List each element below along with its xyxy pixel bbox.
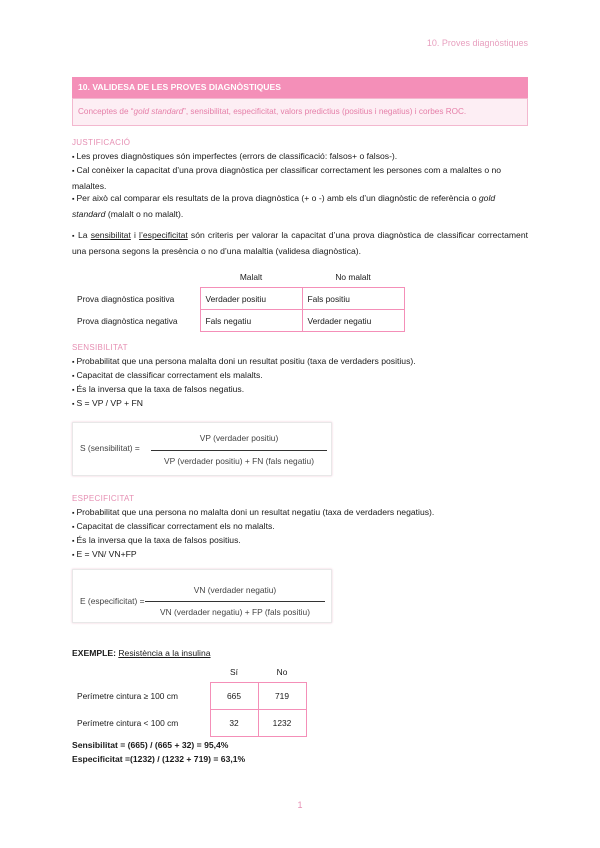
table-cell: Fals positiu	[302, 288, 404, 310]
section-title: 10. VALIDESA DE LES PROVES DIAGNÒSTIQUES	[72, 77, 528, 98]
justificacio-heading: JUSTIFICACIÓ	[72, 138, 131, 147]
fraction-bar	[145, 601, 325, 602]
especificitat-bullet-4: ▪ E = VN/ VN+FP	[72, 547, 528, 563]
formula-numerator: VN (verdader negatiu)	[193, 585, 277, 595]
justificacio-bullet-2: ▪ Cal conèixer la capacitat d’una prova diagnòstica per classificar correctament les persones com a malaltes o no malaltes.	[72, 163, 528, 193]
table-cell: Verdader negatiu	[302, 310, 404, 332]
contingency-table	[72, 266, 405, 332]
especificitat-formula	[72, 569, 332, 623]
especificitat-heading: ESPECIFICITAT	[72, 494, 135, 503]
section-subtitle: Conceptes de “gold standard”, sensibilitat, especificitat, valors predictius (positius i negatius) i corbes ROC.	[72, 98, 528, 126]
table-cell: Verdader positiu	[200, 288, 302, 310]
row-label: Prova diagnòstica positiva	[77, 293, 175, 304]
sensibilitat-bullet-4: ▪ S = VP / VP + FN	[72, 396, 528, 412]
sensibilitat-bullet-2: ▪ Capacitat de classificar correctament els malalts.	[72, 368, 528, 384]
page-number: 1	[297, 800, 303, 810]
row-label: Perímetre cintura ≥ 100 cm	[77, 691, 178, 701]
col-header: No malalt	[335, 271, 371, 282]
especificitat-bullet-3: ▪ És la inversa que la taxa de falsos positius.	[72, 533, 528, 549]
sensibilitat-bullet-3: ▪ És la inversa que la taxa de falsos negatius.	[72, 382, 528, 398]
justificacio-paragraph: ▪ La sensibilitat i l’especificitat són criteris per valorar la capacitat d’una prova diagnòstica de classificar correctament una persona segons la presència o no d’una malaltia (validesa diagnòstica).	[72, 228, 528, 258]
row-label: Prova diagnòstica negativa	[77, 315, 178, 326]
fraction-bar	[151, 450, 327, 451]
col-header: Sí	[230, 666, 238, 677]
formula-numerator: VP (verdader positiu)	[199, 433, 279, 443]
especificitat-bullet-2: ▪ Capacitat de classificar correctament els no malalts.	[72, 519, 528, 535]
formula-label: E (especificitat) =	[80, 596, 145, 606]
table-cell: 1232	[258, 710, 306, 737]
running-header: 10. Proves diagnòstiques	[426, 38, 528, 48]
example-title: EXEMPLE: Resistència a la insulina	[72, 648, 211, 658]
row-label: Perímetre cintura < 100 cm	[77, 718, 179, 728]
col-header: No	[276, 666, 288, 677]
formula-label: S (sensibilitat) =	[80, 443, 140, 453]
table-cell: 32	[210, 710, 258, 737]
example-result-sensibilitat: Sensibilitat = (665) / (665 + 32) = 95,4%	[72, 740, 229, 750]
justificacio-bullet-3: ▪ Per això cal comparar els resultats de la prova diagnòstica (+ o -) amb els d’un diagnòstic de referència o gold standard (malalt o no malalt).	[72, 191, 528, 221]
table-cell: 665	[210, 683, 258, 710]
col-header: Malalt	[239, 271, 263, 282]
formula-denominator: VN (verdader negatiu) + FP (fals positiu)	[160, 607, 310, 617]
especificitat-bullet-1: ▪ Probabilitat que una persona no malalta doni un resultat negatiu (taxa de verdaders negatius).	[72, 505, 528, 521]
table-cell: 719	[258, 683, 306, 710]
table-cell: Fals negatiu	[200, 310, 302, 332]
example-result-especificitat: Especificitat =(1232) / (1232 + 719) = 63,1%	[72, 754, 246, 764]
sensibilitat-formula	[72, 422, 332, 476]
example-table	[72, 661, 307, 737]
sensibilitat-heading: SENSIBILITAT	[72, 343, 128, 352]
formula-denominator: VP (verdader positiu) + FN (fals negatiu)	[164, 456, 314, 466]
justificacio-bullet-1: ▪ Les proves diagnòstiques són imperfectes (errors de classificació: falsos+ o falsos-).	[72, 149, 528, 165]
sensibilitat-bullet-1: ▪ Probabilitat que una persona malalta doni un resultat positiu (taxa de verdaders positius).	[72, 354, 528, 370]
